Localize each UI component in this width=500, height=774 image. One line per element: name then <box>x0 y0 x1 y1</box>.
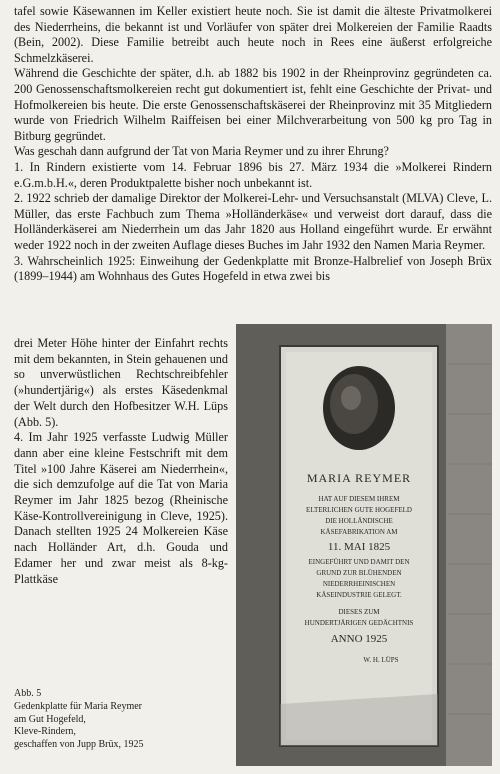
plaque-line-1: HAT AUF DIESEM IHREM <box>318 495 400 503</box>
figure-caption <box>14 688 214 752</box>
caption-line-1: Gedenkplatte für Maria Reymer <box>14 700 143 712</box>
plaque-line-12: ANNO 1925 <box>330 633 388 645</box>
plaque-line-2: ELTERLICHEN GUTE HOGEFELD <box>306 506 412 514</box>
plaque-line-7: GRUND ZUR BLÜHENDEN <box>316 569 402 577</box>
memorial-plaque-photo <box>236 324 492 766</box>
paragraph-6: 3. Wahrscheinlich 1925: Einweihung der Gedenkplatte mit Bronze-Halbrelief von Joseph Brüx (1899–1944) am Wohnhaus des Gutes Hogefeld in etwa zwei bis <box>14 253 492 284</box>
wrapped-paragraph-1: drei Meter Höhe hinter der Einfahrt rechts mit dem bekannten, in Stein gehauenen und so unverwüstlichen Rechtschreibfehler (»hundertjärig«) als erstes Käsedenkmal der Welt durch den Hofbesitzer W.H. Lüps (Abb. 5). <box>14 336 228 429</box>
paragraph-5: 2. 1922 schrieb der damalige Direktor der Molkerei-Lehr- und Versuchsanstalt (MLVA) Cleve, L. Müller, das erste Fachbuch zum Thema »Holländerkäse« und verweist dort darauf, dass die Holländerkäserei am Niederrhein um das Jahr 1820 aus Holland eingeführt wurde. Er erwähnt weder 1922 noch in der zweiten Auflage dieses Buches im Jahr 1932 den Namen Maria Reymer. <box>14 191 492 252</box>
plaque-line-5: 11. MAI 1825 <box>327 541 391 553</box>
plaque-line-6: EINGEFÜHRT UND DAMIT DEN <box>308 558 410 566</box>
plaque-line-3: DIE HOLLÄNDISCHE <box>325 517 393 525</box>
plaque-line-11: HUNDERTJÄRIGEN GEDÄCHTNIS <box>304 619 414 627</box>
plaque-title: MARIA REYMER <box>306 471 412 485</box>
plaque-line-9: KÄSEINDUSTRIE GELEGT. <box>316 591 402 599</box>
caption-line-2: am Gut Hogefeld, <box>14 713 86 725</box>
plaque-line-8: NIEDERRHEINISCHEN <box>322 580 396 588</box>
plaque-line-4: KÄSEFABRIKATION AM <box>320 528 398 536</box>
wrapped-text-column <box>14 336 228 587</box>
plaque-line-10: DIESES ZUM <box>338 608 380 616</box>
wrapped-paragraph-2: 4. Im Jahr 1925 verfasste Ludwig Müller dann aber eine kleine Festschrift mit dem Titel »100 Jahre Käserei am Niederrhein«, die sich demzufolge auf die Tat von Maria Reymer im Jahr 1825 bezog (Rheinische Käse-Kontrollvereinigung in Cleve, 1925). Danach stellten 1925 24 Molkereien Käse nach Holländer Art, d.h. Gouda und Edamer her und zwar meist als 8-kg-Plattkäse <box>14 430 228 586</box>
plaque-line-13: W. H. LÜPS <box>363 656 399 664</box>
caption-line-3: Kleve-Rindern, <box>14 726 76 738</box>
paragraph-3: Was geschah dann aufgrund der Tat von Maria Reymer und zu ihrer Ehrung? <box>14 144 389 159</box>
paragraph-4: 1. In Rindern existierte vom 14. Februar 1896 bis 27. März 1934 die »Molkerei Rindern e.G.m.b.H.«, deren Produktpalette bisher noch unbekannt ist. <box>14 159 492 190</box>
caption-label: Abb. 5 <box>14 688 42 699</box>
paragraph-1: tafel sowie Käsewannen im Keller existiert heute noch. Sie ist damit die älteste Privatmolkerei des Niederrheins, die bekannt ist und Vorläufer von später drei Molkereien der Familie Raadts (Bein, 2002). Diese Familie betreibt auch heute noch in Rees eine äußerst erfolgreiche Schmelzkäserei. <box>14 4 492 65</box>
paragraph-2: Während die Geschichte der später, d.h. ab 1882 bis 1902 in der Rheinprovinz gegründeten ca. 200 Genossenschaftsmolkereien recht gut dokumentiert ist, fehlt eine Geschichte der Privat- und Hofmolkereien bis heute. Die erste Genossenschaftskäserei der Rheinprovinz mit 35 Mitgliedern wurde von Friedrich Wilhelm Raiffeisen bei einer Milchverarbeitung von 500 kg pro Tag in Bitburg gegründet. <box>14 66 492 143</box>
top-text-block <box>14 4 492 285</box>
caption-line-4: geschaffen von Jupp Brüx, 1925 <box>14 739 144 751</box>
